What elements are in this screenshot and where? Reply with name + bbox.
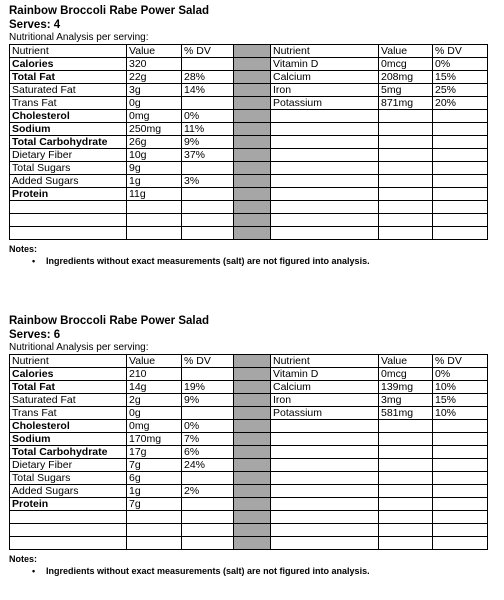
nutrient-name: Added Sugars [10,175,127,188]
empty-cell [379,433,433,446]
column-divider [234,136,271,149]
table-row [10,227,488,240]
per-serving-label: Nutritional Analysis per serving: [9,32,149,43]
empty-cell [271,420,379,433]
value-header: Value [127,45,182,58]
column-divider [234,84,271,97]
nutrient-value [127,524,182,537]
nutrient-name [10,511,127,524]
column-divider [234,355,271,368]
empty-cell [433,524,488,537]
nutrient-value: 7g [127,498,182,511]
empty-cell [271,201,379,214]
empty-cell [433,537,488,550]
table-row [10,498,488,511]
nutrient-name: Iron [271,84,379,97]
table-row [10,58,488,71]
nutrient-dv [182,162,234,175]
column-divider [234,71,271,84]
nutrient-name: Added Sugars [10,485,127,498]
table-row [10,511,488,524]
column-divider [234,420,271,433]
nutrient-dv: 37% [182,149,234,162]
table-row [10,407,488,420]
dv-header: % DV [182,355,234,368]
empty-cell [433,162,488,175]
nutrient-dv: 7% [182,433,234,446]
nutrient-name [10,524,127,537]
table-row [10,394,488,407]
nutrient-dv: 10% [433,407,488,420]
empty-cell [433,433,488,446]
empty-cell [379,110,433,123]
empty-cell [433,175,488,188]
nutrient-name: Calcium [271,71,379,84]
empty-cell [271,214,379,227]
table-row [10,188,488,201]
nutrient-dv: 0% [433,58,488,71]
nutrient-name: Iron [271,394,379,407]
dv-header: % DV [182,45,234,58]
table-row [10,472,488,485]
nutrient-value: 170mg [127,433,182,446]
column-divider [234,162,271,175]
nutrient-name: Dietary Fiber [10,459,127,472]
nutrient-value [127,214,182,227]
nutrient-name: Total Sugars [10,472,127,485]
empty-cell [271,227,379,240]
nutrient-dv: 10% [433,381,488,394]
table-row [10,433,488,446]
column-divider [234,149,271,162]
nutrient-name [10,214,127,227]
nutrient-header: Nutrient [10,45,127,58]
nutrient-dv: 0% [182,420,234,433]
empty-cell [433,110,488,123]
note-item [9,565,486,577]
nutrient-name: Potassium [271,407,379,420]
column-divider [234,524,271,537]
nutrient-value: 581mg [379,407,433,420]
notes-label: Notes: [9,554,38,564]
nutrient-dv: 15% [433,394,488,407]
nutrient-dv [182,537,234,550]
column-divider [234,188,271,201]
value-header: Value [379,45,433,58]
bullet-icon: • [32,566,36,576]
empty-cell [379,446,433,459]
nutrition-table [9,44,488,240]
nutrient-dv [182,368,234,381]
nutrient-dv: 24% [182,459,234,472]
column-divider [234,498,271,511]
nutrient-value: 320 [127,58,182,71]
nutrient-dv [182,511,234,524]
nutrient-name: Total Fat [10,381,127,394]
nutrient-name: Saturated Fat [10,394,127,407]
column-divider [234,175,271,188]
table-row [10,537,488,550]
nutrient-name [10,227,127,240]
recipe-title: Rainbow Broccoli Rabe Power Salad [9,315,210,327]
empty-cell [271,446,379,459]
empty-cell [271,459,379,472]
empty-cell [379,472,433,485]
column-divider [234,407,271,420]
empty-cell [379,149,433,162]
column-divider [234,227,271,240]
nutrient-value: 3mg [379,394,433,407]
nutrient-name: Total Carbohydrate [10,446,127,459]
nutrient-name [10,201,127,214]
empty-cell [379,123,433,136]
empty-cell [271,433,379,446]
nutrient-value: 14g [127,381,182,394]
column-divider [234,214,271,227]
empty-cell [433,201,488,214]
nutrient-name: Cholesterol [10,420,127,433]
table-row [10,149,488,162]
empty-cell [271,485,379,498]
dv-header: % DV [433,355,488,368]
table-row [10,123,488,136]
nutrient-name [10,537,127,550]
nutrient-dv [182,214,234,227]
empty-cell [379,511,433,524]
empty-cell [271,498,379,511]
empty-cell [433,472,488,485]
empty-cell [271,162,379,175]
column-divider [234,394,271,407]
serves-label: Serves: 6 [9,329,61,341]
table-header-row [10,355,488,368]
nutrient-dv [182,498,234,511]
empty-cell [271,537,379,550]
empty-cell [433,214,488,227]
nutrient-value: 5mg [379,84,433,97]
column-divider [234,459,271,472]
empty-cell [271,511,379,524]
column-divider [234,433,271,446]
nutrient-dv [182,472,234,485]
nutrient-value: 1g [127,175,182,188]
nutrient-value: 11g [127,188,182,201]
empty-cell [433,188,488,201]
empty-cell [433,459,488,472]
empty-cell [433,498,488,511]
column-divider [234,97,271,110]
column-divider [234,446,271,459]
nutrient-name: Dietary Fiber [10,149,127,162]
table-row [10,71,488,84]
nutrient-dv: 19% [182,381,234,394]
nutrient-dv: 9% [182,394,234,407]
nutrient-header: Nutrient [10,355,127,368]
table-row [10,368,488,381]
bullet-icon: • [32,256,36,266]
column-divider [234,472,271,485]
nutrient-value: 0g [127,407,182,420]
table-row [10,485,488,498]
nutrient-dv: 2% [182,485,234,498]
nutrient-value: 3g [127,84,182,97]
nutrient-dv [182,97,234,110]
nutrient-name: Vitamin D [271,58,379,71]
table-row [10,110,488,123]
nutrient-name: Total Fat [10,71,127,84]
nutrient-value: 0mcg [379,368,433,381]
dv-header: % DV [433,45,488,58]
value-header: Value [127,355,182,368]
nutrient-dv: 20% [433,97,488,110]
nutrient-name: Potassium [271,97,379,110]
nutrient-value: 6g [127,472,182,485]
empty-cell [433,511,488,524]
table-row [10,97,488,110]
nutrient-dv [182,407,234,420]
table-row [10,136,488,149]
nutrient-value: 22g [127,71,182,84]
empty-cell [379,459,433,472]
empty-cell [379,227,433,240]
nutrition-table [9,354,488,550]
empty-cell [433,227,488,240]
column-divider [234,45,271,58]
nutrient-name: Protein [10,498,127,511]
nutrient-value: 7g [127,459,182,472]
recipe-title: Rainbow Broccoli Rabe Power Salad [9,5,210,17]
column-divider [234,110,271,123]
nutrient-dv [182,58,234,71]
table-row [10,175,488,188]
nutrient-name: Trans Fat [10,97,127,110]
serves-label: Serves: 4 [9,19,61,31]
nutrient-name: Trans Fat [10,407,127,420]
nutrient-value: 2g [127,394,182,407]
per-serving-label: Nutritional Analysis per serving: [9,342,149,353]
empty-cell [271,149,379,162]
note-item [9,255,486,267]
nutrient-name: Protein [10,188,127,201]
nutrient-value: 210 [127,368,182,381]
nutrient-value [127,537,182,550]
nutrient-header: Nutrient [271,45,379,58]
table-row [10,524,488,537]
empty-cell [379,136,433,149]
empty-cell [271,123,379,136]
nutrient-dv: 3% [182,175,234,188]
nutrient-dv: 15% [433,71,488,84]
empty-cell [433,446,488,459]
column-divider [234,537,271,550]
nutrient-value: 0mcg [379,58,433,71]
empty-cell [271,136,379,149]
table-row [10,84,488,97]
nutrient-name: Calcium [271,381,379,394]
empty-cell [433,136,488,149]
nutrient-name: Saturated Fat [10,84,127,97]
nutrient-name: Total Sugars [10,162,127,175]
nutrient-value: 17g [127,446,182,459]
empty-cell [379,420,433,433]
nutrient-name: Calories [10,368,127,381]
nutrient-dv: 0% [433,368,488,381]
note-text: Ingredients without exact measurements (salt) are not figured into analysis. [46,256,370,266]
nutrient-value: 9g [127,162,182,175]
table-row [10,201,488,214]
nutrient-dv: 28% [182,71,234,84]
empty-cell [271,472,379,485]
nutrient-value: 10g [127,149,182,162]
empty-cell [271,524,379,537]
nutrient-value: 871mg [379,97,433,110]
nutrient-header: Nutrient [271,355,379,368]
nutrient-value: 0g [127,97,182,110]
nutrient-value: 0mg [127,420,182,433]
nutrient-name: Sodium [10,123,127,136]
value-header: Value [379,355,433,368]
nutrient-value [127,201,182,214]
nutrient-dv [182,188,234,201]
empty-cell [379,188,433,201]
empty-cell [379,498,433,511]
nutrition-panel-serves-4 [9,4,486,267]
nutrient-name: Vitamin D [271,368,379,381]
nutrition-panel-serves-6 [9,314,486,577]
empty-cell [271,188,379,201]
table-row [10,459,488,472]
empty-cell [433,485,488,498]
nutrient-value: 1g [127,485,182,498]
nutrient-value [127,227,182,240]
table-row [10,381,488,394]
nutrient-dv: 6% [182,446,234,459]
column-divider [234,485,271,498]
nutrient-value: 250mg [127,123,182,136]
empty-cell [271,175,379,188]
nutrient-dv: 25% [433,84,488,97]
nutrient-name: Sodium [10,433,127,446]
empty-cell [379,214,433,227]
table-row [10,446,488,459]
empty-cell [379,175,433,188]
table-row [10,162,488,175]
table-row [10,214,488,227]
column-divider [234,381,271,394]
empty-cell [379,537,433,550]
column-divider [234,511,271,524]
notes-label: Notes: [9,244,38,254]
nutrient-dv [182,524,234,537]
empty-cell [379,524,433,537]
column-divider [234,58,271,71]
column-divider [234,123,271,136]
empty-cell [271,110,379,123]
nutrient-name: Total Carbohydrate [10,136,127,149]
column-divider [234,201,271,214]
nutrient-value [127,511,182,524]
nutrient-dv: 9% [182,136,234,149]
empty-cell [433,123,488,136]
nutrient-value: 26g [127,136,182,149]
nutrient-name: Cholesterol [10,110,127,123]
column-divider [234,368,271,381]
nutrient-dv [182,201,234,214]
empty-cell [379,201,433,214]
nutrient-dv [182,227,234,240]
empty-cell [379,485,433,498]
note-text: Ingredients without exact measurements (salt) are not figured into analysis. [46,566,370,576]
empty-cell [433,149,488,162]
nutrient-dv: 0% [182,110,234,123]
nutrient-value: 208mg [379,71,433,84]
nutrient-dv: 11% [182,123,234,136]
empty-cell [433,420,488,433]
nutrient-name: Calories [10,58,127,71]
nutrient-dv: 14% [182,84,234,97]
nutrient-value: 139mg [379,381,433,394]
empty-cell [379,162,433,175]
table-row [10,420,488,433]
table-header-row [10,45,488,58]
nutrient-value: 0mg [127,110,182,123]
